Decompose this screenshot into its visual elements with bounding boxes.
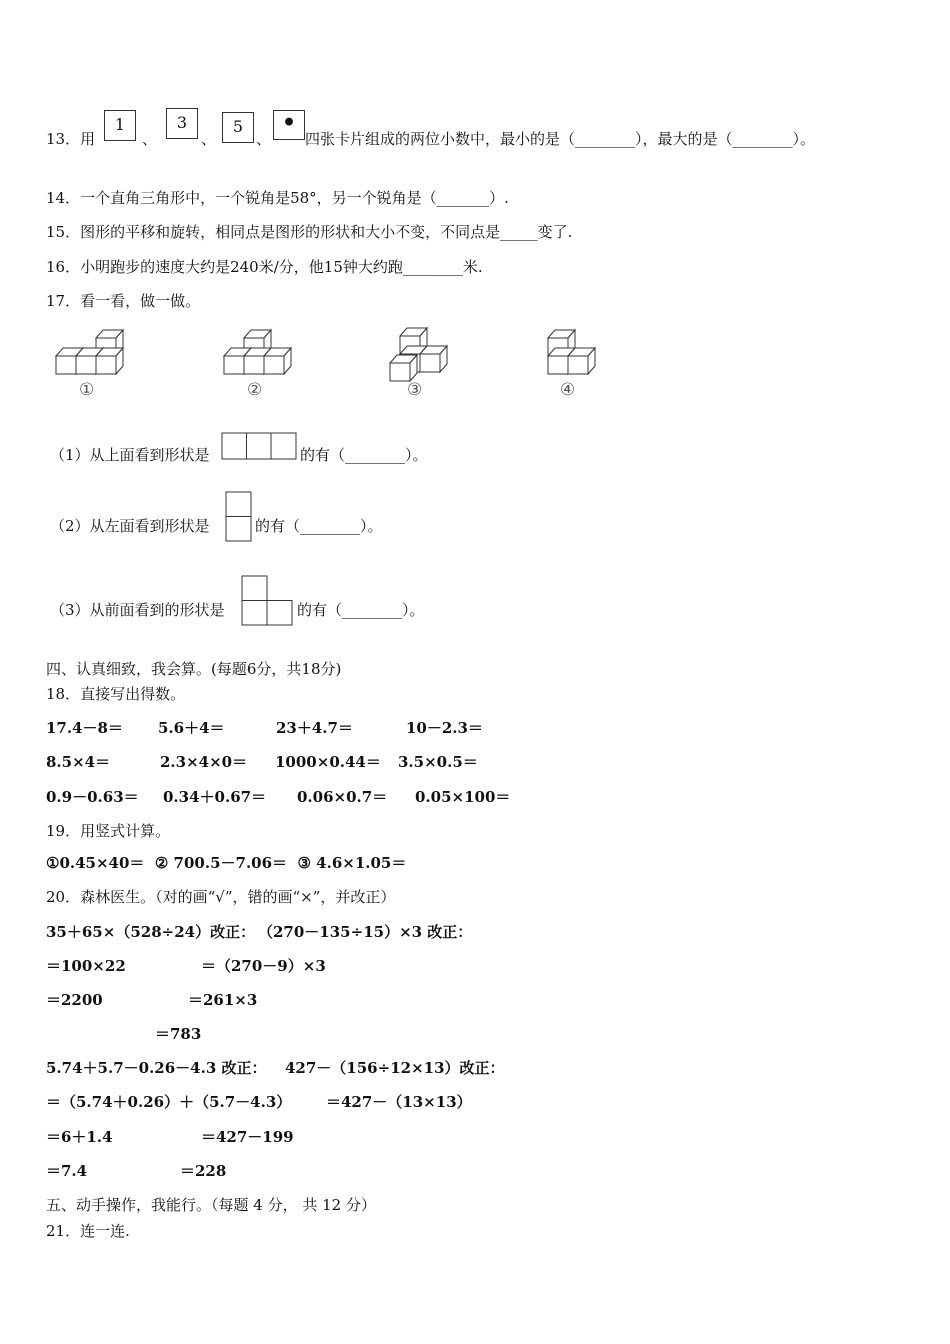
view-front-shape [241, 575, 295, 627]
q17-sub2-prefix: （2）从左面看到形状是 [50, 517, 210, 535]
q17-title: 17．看一看，做一做。 [46, 292, 201, 310]
q21-title: 21．连一连. [46, 1222, 130, 1240]
q18-item: 5.6＋4＝ [158, 719, 225, 737]
q20-left1-line: 35＋65×（528÷24）改正： [46, 923, 256, 941]
q20-right1-line: ＝（270－9）×3 [201, 957, 326, 975]
figure-label-3: ③ [407, 380, 423, 400]
q20-right1-line: ＝783 [155, 1025, 202, 1043]
view-top-shape [221, 432, 297, 462]
q20-left1-line: ＝2200 [46, 991, 103, 1009]
q13-label: 13．用 [46, 130, 96, 148]
cube-figures [0, 0, 950, 410]
q18-item: 2.3×4×0＝ [160, 753, 248, 771]
q18-item: 23＋4.7＝ [276, 719, 353, 737]
q18-item: 0.05×100＝ [415, 788, 511, 806]
q19-title: 19．用竖式计算。 [46, 822, 171, 840]
section-4-heading: 四、认真细致，我会算。(每题6分，共18分) [46, 660, 342, 678]
q18-item: 1000×0.44＝ [275, 753, 381, 771]
q16-text: 16．小明跑步的速度大约是240米/分，他15钟大约跑________米. [46, 258, 483, 276]
q20-left2-line: 5.74＋5.7－0.26－4.3 改正： [46, 1059, 267, 1077]
q19-items: ①0.45×40＝ ② 700.5－7.06＝ ③ 4.6×1.05＝ [46, 854, 407, 872]
q20-right2-line: ＝427－（13×13） [326, 1093, 472, 1111]
q14-text: 14．一个直角三角形中，一个锐角是58°，另一个锐角是（_______）. [46, 189, 509, 207]
view-left-shape [225, 491, 253, 543]
q17-sub1-prefix: （1）从上面看到形状是 [50, 446, 210, 464]
figure-label-4: ④ [560, 380, 576, 400]
q15-text: 15．图形的平移和旋转，相同点是图形的形状和大小不变，不同点是_____变了. [46, 223, 573, 241]
q17-sub1-suffix: 的有（________）。 [300, 446, 428, 464]
q18-item: 3.5×0.5＝ [398, 753, 478, 771]
q18-title: 18．直接写出得数。 [46, 685, 186, 703]
digit-card-3: 3 [166, 108, 198, 139]
q20-title: 20．森林医生。（对的画“√”，错的画“×”，并改正） [46, 888, 396, 906]
figure-2 [224, 330, 291, 374]
q13-text: 四张卡片组成的两位小数中，最小的是（________），最大的是（________）。 [305, 130, 816, 148]
figure-3 [390, 328, 447, 381]
q20-right1-line: ＝261×3 [188, 991, 258, 1009]
q17-sub3-suffix: 的有（________）。 [297, 601, 425, 619]
separator: 、 [142, 130, 158, 148]
q18-item: 8.5×4＝ [46, 753, 111, 771]
q18-item: 17.4－8＝ [46, 719, 123, 737]
q20-left2-line: ＝6＋1.4 [46, 1128, 113, 1146]
q20-left1-line: ＝100×22 [46, 957, 126, 975]
q20-left2-line: ＝（5.74＋0.26）＋（5.7－4.3） [46, 1093, 292, 1111]
digit-card-1: 1 [104, 110, 136, 141]
figure-label-2: ② [247, 380, 263, 400]
q17-sub3-prefix: （3）从前面看到的形状是 [50, 601, 225, 619]
q20-right2-line: ＝427－199 [201, 1128, 294, 1146]
decimal-point-card: • [273, 110, 305, 140]
figure-1 [56, 330, 123, 374]
q18-item: 0.06×0.7＝ [297, 788, 388, 806]
digit-card-5: 5 [222, 112, 254, 143]
separator: 、 [256, 130, 272, 148]
figure-label-1: ① [79, 380, 95, 400]
separator: 、 [201, 130, 217, 148]
q20-right2-line: 427－（156÷12×13）改正： [285, 1059, 505, 1077]
q17-sub2-suffix: 的有（________）。 [255, 517, 383, 535]
q20-right1-line: （270－135÷15）×3 改正： [258, 923, 473, 941]
q18-item: 0.9－0.63＝ [46, 788, 139, 806]
figure-4 [548, 330, 595, 374]
q20-right2-line: ＝228 [180, 1162, 227, 1180]
section-5-heading: 五、动手操作，我能行。（每题 4 分， 共 12 分） [46, 1196, 376, 1214]
q20-left2-line: ＝7.4 [46, 1162, 88, 1180]
q18-item: 10－2.3＝ [406, 719, 483, 737]
q18-item: 0.34＋0.67＝ [163, 788, 267, 806]
